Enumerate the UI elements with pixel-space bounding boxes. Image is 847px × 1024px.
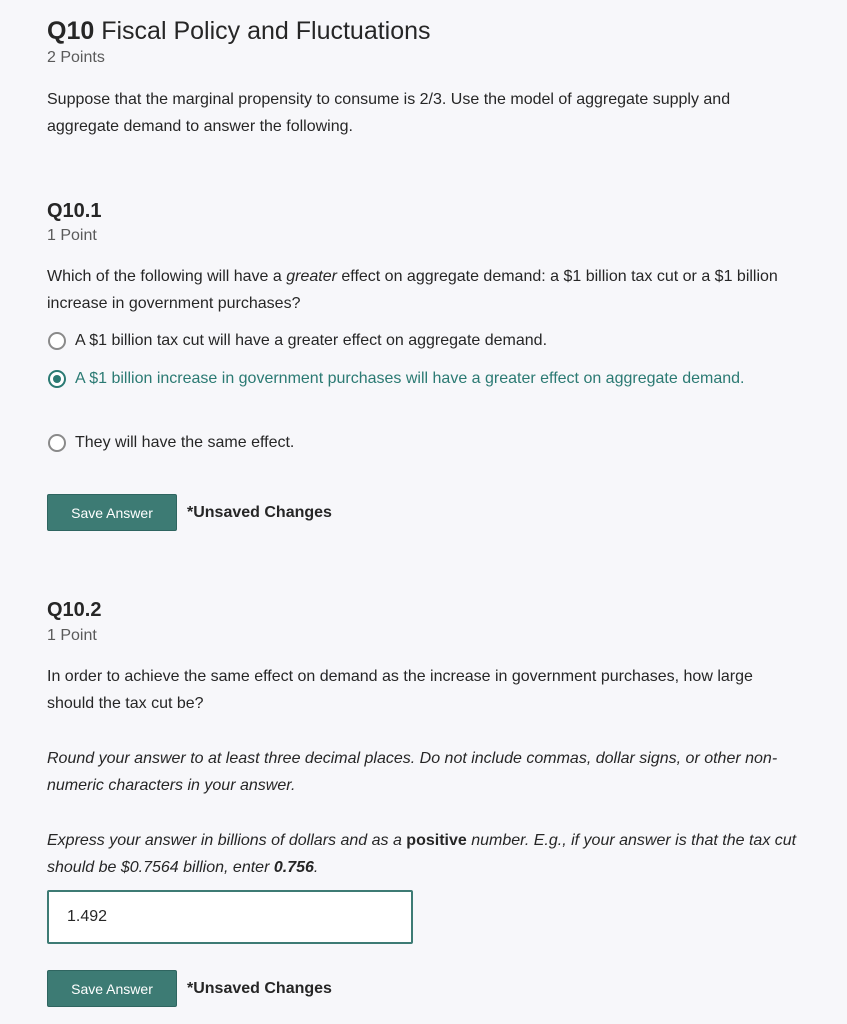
unsaved-changes-label: *Unsaved Changes <box>187 503 332 521</box>
question-title-text: Fiscal Policy and Fluctuations <box>101 17 431 45</box>
subquestion-1-prompt <box>47 263 802 317</box>
instruction-example: 0.756 <box>273 859 314 876</box>
subquestion-1-number: Q10.1 <box>47 200 102 222</box>
option-label: A $1 billion tax cut will have a greater effect on aggregate demand. <box>75 332 548 349</box>
instruction-bold: positive <box>406 832 467 849</box>
option-government-purchases[interactable] <box>47 365 767 392</box>
subquestion-2-number: Q10.2 <box>47 599 102 621</box>
subquestion-2-points: 1 Point <box>47 627 97 644</box>
option-label: A $1 billion increase in government purchases will have a greater effect on aggregate demand. <box>75 370 745 387</box>
question-number: Q10 <box>47 17 95 45</box>
prompt-emphasis: greater <box>286 268 337 285</box>
subquestion-2-save-row <box>47 970 332 1007</box>
instruction-text: number. E.g., if your answer is that the tax cut should be $0.7564 billion, enter <box>47 832 797 876</box>
question-intro: Suppose that the marginal propensity to consume is 2/3. Use the model of aggregate supply and aggregate demand to answer the following. <box>47 91 731 135</box>
save-answer-button[interactable]: Save Answer <box>47 970 177 1007</box>
save-answer-button[interactable]: Save Answer <box>47 494 177 531</box>
unsaved-changes-label: *Unsaved Changes <box>187 979 332 997</box>
instruction-text: Express your answer in billions of dollars and as a <box>47 832 407 849</box>
subquestion-2-prompt: In order to achieve the same effect on demand as the increase in government purchases, how large should the tax cut be? <box>47 668 753 712</box>
instruction-text: . <box>313 859 319 876</box>
question-points: 2 Points <box>47 49 105 66</box>
subquestion-1-save-row <box>47 494 332 531</box>
option-tax-cut[interactable] <box>47 327 787 354</box>
prompt-text: Which of the following will have a <box>47 268 287 285</box>
prompt-text: effect on aggregate demand: a $1 billion tax cut or a $1 billion increase in government purchases? <box>47 268 778 312</box>
option-same-effect[interactable] <box>47 429 787 456</box>
option-label: They will have the same effect. <box>75 434 295 451</box>
answer-input[interactable] <box>47 890 413 944</box>
rounding-note: Round your answer to at least three decimal places. Do not include commas, dollar signs, or other non-numeric characters in your answer. <box>47 750 778 794</box>
radio-unselected-icon[interactable] <box>48 434 66 452</box>
express-instructions <box>47 827 802 881</box>
subquestion-1-points: 1 Point <box>47 227 97 244</box>
radio-unselected-icon[interactable] <box>48 332 66 350</box>
question-title <box>47 16 431 46</box>
radio-selected-icon[interactable] <box>48 370 66 388</box>
